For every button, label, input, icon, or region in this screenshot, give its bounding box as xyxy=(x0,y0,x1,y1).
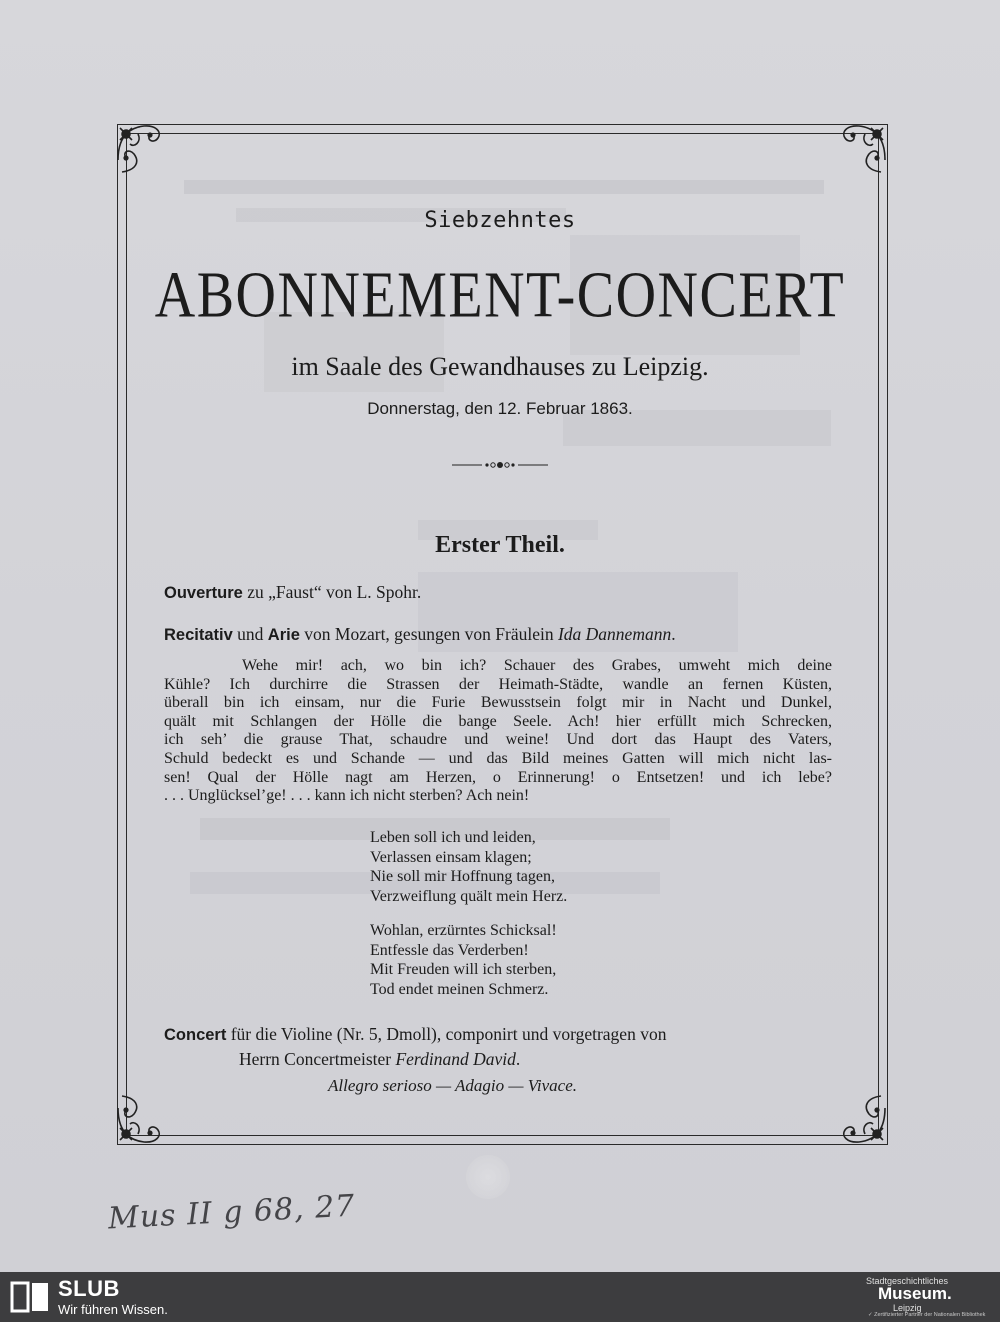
item-text: zu „Faust“ von L. Spohr. xyxy=(242,582,422,602)
aria-verse-2 xyxy=(370,921,557,999)
verse-line: Tod endet meinen Schmerz. xyxy=(370,980,549,998)
item-text: und xyxy=(232,624,268,644)
item-text: . xyxy=(515,1049,521,1069)
handwritten-shelfmark: Mus II g 68, 27 xyxy=(107,1188,357,1237)
item-text: von Mozart, gesungen von Fräulein xyxy=(299,624,558,644)
item-title: Concert xyxy=(164,1026,227,1044)
program-item-aria xyxy=(164,624,676,645)
item-text: für die Violine (Nr. 5, Dmoll), componirt und vorgetragen von xyxy=(226,1024,667,1044)
verse-line: Wohlan, erzürntes Schicksal! xyxy=(370,922,557,939)
concert-date: Donnerstag, den 12. Februar 1863. xyxy=(367,399,633,418)
text-line: quält mit Schlangen der Hölle die bange Seele. Ach! hier erfüllt mich Schrecken, xyxy=(164,712,832,730)
movements-line: Allegro serioso — Adagio — Vivace. xyxy=(328,1076,577,1095)
verse-line: Verlassen einsam klagen; xyxy=(370,848,532,866)
blind-stamp xyxy=(466,1155,510,1199)
recitative-text xyxy=(164,657,832,806)
slub-tagline: Wir führen Wissen. xyxy=(58,1302,168,1317)
performer-line xyxy=(239,1049,520,1070)
verse-line: Verzweiflung quält mein Herz. xyxy=(370,887,568,905)
verse-line: Mit Freuden will ich sterben, xyxy=(370,961,557,978)
section-heading: Erster Theil. xyxy=(435,532,565,558)
program-item-concerto xyxy=(164,1024,666,1045)
aria-verse-1 xyxy=(370,828,567,906)
program-item-overture xyxy=(164,582,421,603)
corner-ornament-icon xyxy=(833,1090,891,1148)
singer-name: Ida Dannemann xyxy=(557,624,672,644)
museum-city: Leipzig xyxy=(893,1303,922,1313)
verse-line: Nie soll mir Hoffnung tagen, xyxy=(370,868,556,885)
text-line: sen! Qual der Hölle nagt am Herzen, o Erinnerung! o Entsetzen! und ich lebe? xyxy=(164,768,832,786)
page-title: ABONNEMENT-CONCERT xyxy=(154,258,846,332)
item-title: Ouverture xyxy=(164,584,243,602)
text-line: Wehe mir! ach, wo bin ich? Schauer des Grabes, umweht mich deine xyxy=(242,657,832,674)
concert-number: Siebzehntes xyxy=(424,208,576,233)
divider-ornament-icon xyxy=(452,458,548,472)
corner-ornament-icon xyxy=(112,1090,170,1148)
museum-prefix: Stadtgeschichtliches xyxy=(866,1276,949,1286)
museum-note: ✓ Zertifizierter Partner der Nationalen Bibliothek xyxy=(868,1312,986,1318)
item-title: Arie xyxy=(267,626,300,644)
venue-line: im Saale des Gewandhauses zu Leipzig. xyxy=(291,352,709,381)
slub-logo-icon xyxy=(10,1279,50,1315)
verse-line: Entfessle das Verderben! xyxy=(370,941,529,959)
performer-name: Ferdinand David xyxy=(395,1049,516,1069)
slub-name: SLUB xyxy=(58,1276,120,1301)
corner-ornament-icon xyxy=(833,120,891,178)
museum-name: Museum. xyxy=(878,1284,952,1303)
text-line: . . . Unglücksel’ge! . . . kann ich nicht sterben? Ach nein! xyxy=(164,787,530,805)
text-line: Schuld bedeckt es und Schande — und das Bild meines Gatten will mich nicht las- xyxy=(164,749,832,767)
item-text: . xyxy=(671,624,676,644)
text-line: Kühle? Ich durchirre die Strassen der Heimath-Städte, wandle an fernen Küsten, xyxy=(164,675,832,693)
text-line: ich seh’ die grause That, schaudre und weine! Und dort das Haupt des Vaters, xyxy=(164,731,832,749)
verse-line: Leben soll ich und leiden, xyxy=(370,829,536,846)
performer-prefix: Herrn Concertmeister xyxy=(239,1049,396,1069)
corner-ornament-icon xyxy=(112,120,170,178)
text-line: überall bin ich einsam, nur die Furie Bewusstsein folgt mir in Nacht und Dunkel, xyxy=(164,694,832,712)
item-title: Recitativ xyxy=(164,626,233,644)
